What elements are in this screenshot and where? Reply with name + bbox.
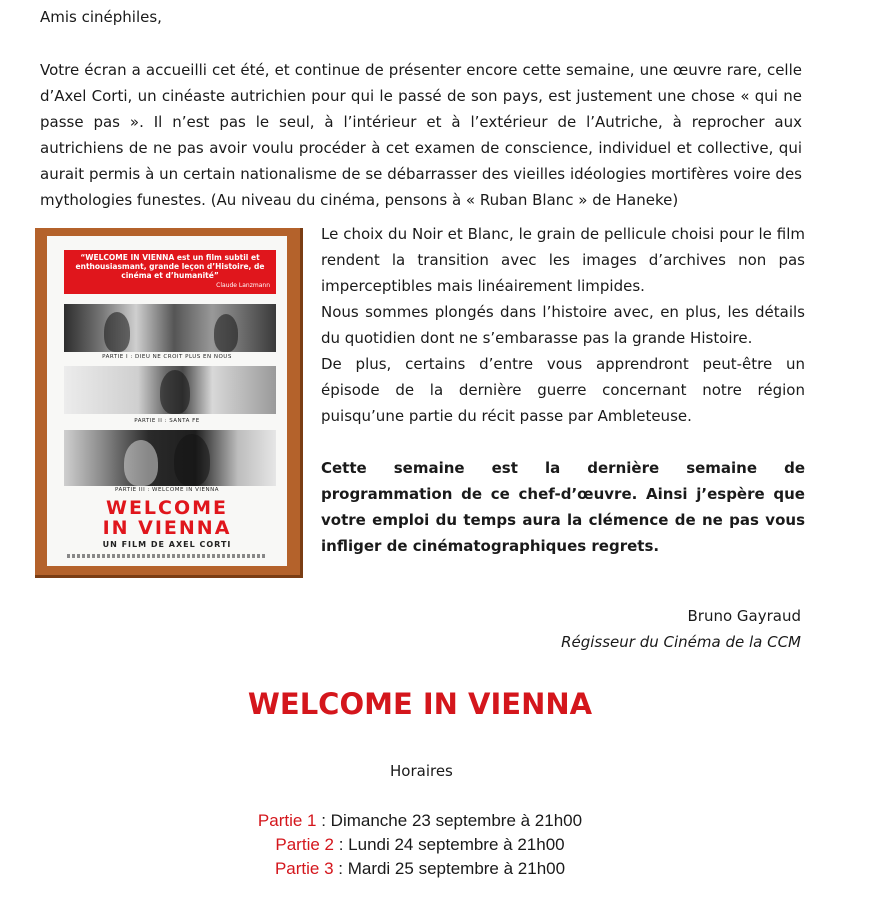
poster-title: WELCOME IN VIENNA: [102, 497, 232, 539]
closing-note: Cette semaine est la dernière semaine de programmation de ce chef-d’œuvre. Ainsi j’espère que votre emploi du temps aura la clémence de ne pas vous infliger de cinématographiques regrets.: [321, 459, 805, 555]
schedule-row: [0, 809, 840, 833]
poster-quote-text: “WELCOME IN VIENNA est un film subtil et enthousiasmant, grande leçon d’Histoire, de cinéma et d’humanité”: [75, 253, 265, 280]
side-text: [321, 221, 805, 559]
poster-caption-part-2: PARTIE II : SANTA FE: [134, 418, 200, 424]
schedule-row: [0, 857, 840, 881]
poster-still-part-3: [64, 430, 276, 486]
intro-paragraph: Votre écran a accueilli cet été, et continue de présenter encore cette semaine, une œuvre rare, celle d’Axel Corti, un cinéaste autrichien pour qui le passé de son pays, est justement une chose « qui ne passe pas ». Il n’est pas le seul, à l’intérieur et à l’extérieur de l’Autriche, à reprocher aux autrichiens de ne pas avoir voulu procéder à cet examen de conscience, individuel et collective, qui aurait permis à un certain nationalisme de se débarrasser des vieilles idéologies mortifères voire des mythologies funestes. (Au niveau du cinéma, pensons à « Ruban Blanc » de Haneke): [40, 61, 802, 209]
schedule-time: : Dimanche 23 septembre à 21h00: [316, 811, 583, 830]
schedule-part: Partie 1: [257, 811, 317, 830]
poster-still-part-1: [64, 304, 276, 352]
poster-byline: UN FILM DE AXEL CORTI: [102, 540, 232, 549]
signature-role: Régisseur du Cinéma de la CCM: [561, 633, 801, 651]
film-poster: [47, 236, 287, 566]
poster-quote: [64, 250, 276, 294]
poster-caption-part-1: PARTIE I : DIEU NE CROIT PLUS EN NOUS: [102, 354, 232, 360]
side-paragraph-3: De plus, certains d’entre vous apprendront peut-être un épisode de la dernière guerre concernant notre région puisqu’une partie du récit passe par Ambleteuse.: [321, 355, 805, 425]
poster-caption-part-3: PARTIE III : WELCOME IN VIENNA: [114, 487, 220, 493]
schedule-part: Partie 2: [275, 835, 334, 854]
schedule-heading: Horaires: [390, 762, 453, 780]
schedule-part: Partie 3: [274, 859, 334, 878]
poster-credits-block: [67, 554, 267, 558]
schedule-time: : Lundi 24 septembre à 21h00: [333, 835, 565, 854]
poster-still-part-2: [64, 366, 276, 414]
signature-name: Bruno Gayraud: [687, 607, 801, 625]
film-title: WELCOME IN VIENNA: [247, 687, 593, 721]
schedule-row: [0, 833, 840, 857]
poster-quote-author: Claude Lanzmann: [216, 282, 270, 289]
schedule-time: : Mardi 25 septembre à 21h00: [333, 859, 566, 878]
poster-frame: [35, 228, 303, 578]
side-paragraph-1: Le choix du Noir et Blanc, le grain de pellicule choisi pour le film rendent la transition avec les images d’archives non pas imperceptibles mais linéairement limpides.: [321, 225, 805, 295]
side-paragraph-2: Nous sommes plongés dans l’histoire avec, en plus, les détails du quotidien dont ne s’embarasse pas la grande Histoire.: [321, 303, 805, 347]
greeting: Amis cinéphiles,: [40, 8, 162, 26]
